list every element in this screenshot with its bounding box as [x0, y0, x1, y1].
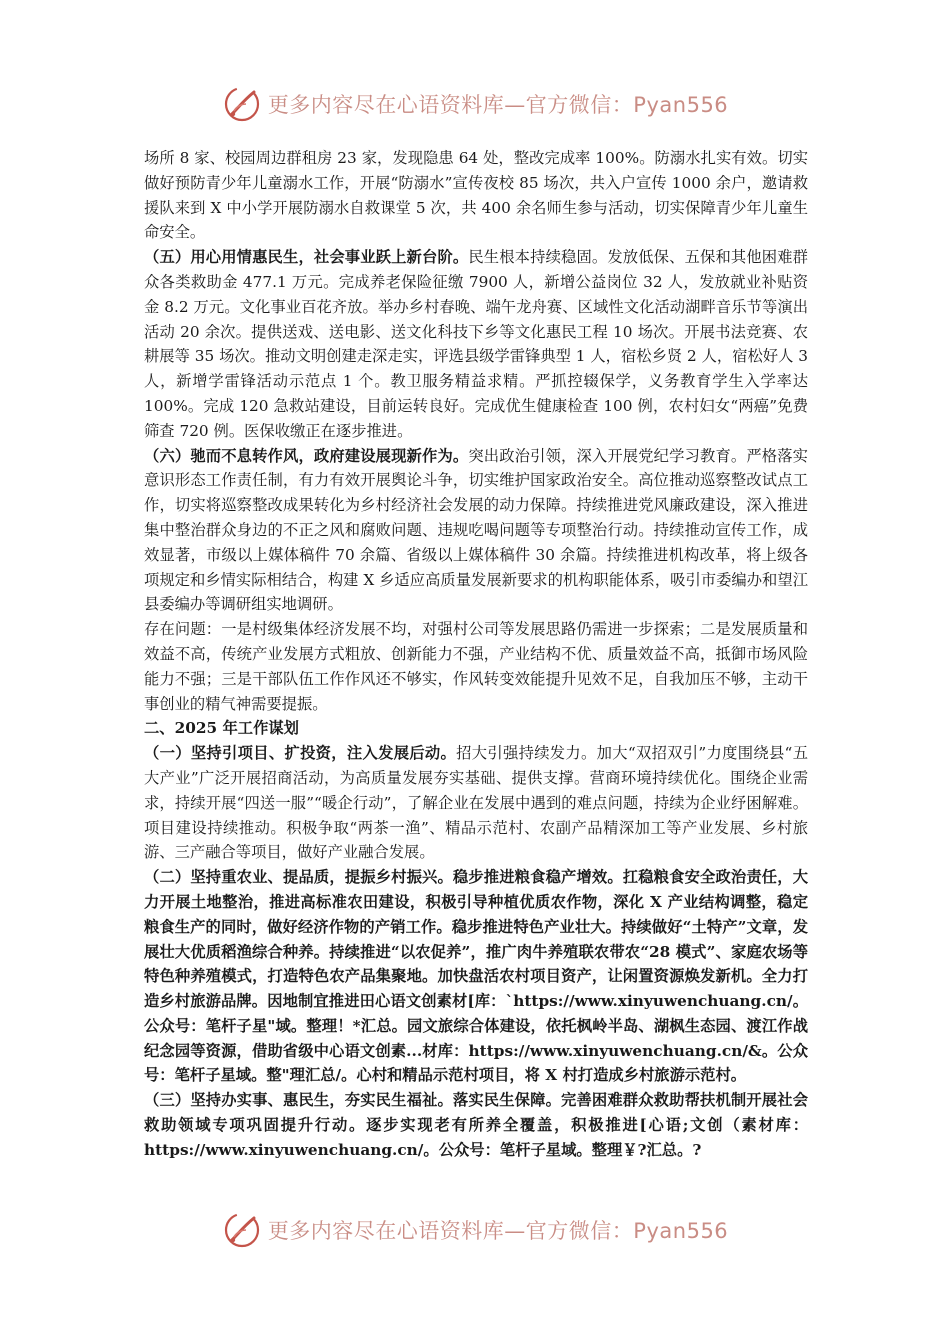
paragraph-text: 招大引强持续发力。加大“双招双引”力度围绕县“五大产业”广泛开展招商活动，为高质量发展夯实基础、提供支撑。营商环境持续优化。围绕企业需求，持续开展“四送一服”“暖企行动”，了解企业在发展中遇到的难点问题，持续为企业纾困解难。项目建设持续推动。积极争取“两茶一渔”、精品示范村、农副产品精深加工等产业发展、乡村旅游、三产融合等项目，做好产业融合发展。 [144, 744, 808, 862]
watermark-text: 更多内容尽在心语资料库—官方微信：Pyan556 [267, 93, 729, 117]
document-body [144, 146, 808, 1163]
paragraph-text: 民生根本持续稳固。发放低保、五保和其他困难群众各类救助金 477.1 万元。完成养老保险征缴 7900 人，新增公益岗位 32 人，发放就业补贴资金 8.2 万元。文化事业百花齐放。举办乡村春晚、端午龙舟赛、区域性文化活动湖畔音乐节等演出活动 20 余次。提供送戏、送电影、送文化科技下乡等文化惠民工程 10 场次。开展书法竞赛、农耕展等 35 场次。推动文明创建走深走实，评选县级学雷锋典型 1 人，宿松乡贤 2 人，宿松好人 3 人，新增学雷锋活动示范点 1 个。教卫服务精益求精。严抓控辍保学，义务教育学生入学率达 100%。完成 120 急救站建设，目前运转良好。完成优生健康检查 100 例，农村妇女“两癌”免费筛查 720 例。医保收缴正在逐步推进。 [144, 248, 808, 440]
paragraph-4 [144, 617, 808, 716]
paragraph-text: 突出政治引领，深入开展党纪学习教育。严格落实意识形态工作责任制，有力有效开展舆论斗争，切实维护国家政治安全。高位推动巡察整改试点工作，切实将巡察整改成果转化为乡村经济社会发展的动力保障。持续推进党风廉政建设，深入推进集中整治群众身边的不正之风和腐败问题、违规吃喝问题等专项整治行动。持续推动宣传工作，成效显著，市级以上媒体稿件 70 余篇、省级以上媒体稿件 30 余篇。持续推进机构改革，将上级各项规定和乡情实际相结合，构建 X 乡适应高质量发展新要求的机构职能体系，吸引市委编办和望江县委编办等调研组实地调研。 [144, 446, 808, 614]
paragraph-6 [144, 741, 808, 865]
chapter-title-2025: 二、2025 年工作谋划 [144, 719, 299, 738]
paragraph-3 [144, 444, 808, 618]
footer-watermark-banner [0, 1208, 950, 1252]
section-heading-1: （一）坚持引项目、扩投资，注入发展后动。 [144, 744, 457, 763]
watermark-text: 更多内容尽在心语资料库—官方微信：Pyan556 [267, 1219, 729, 1243]
section-heading-6: （六）驰而不息转作风，政府建设展现新作为。 [144, 446, 469, 465]
brush-pen-logo-icon [222, 84, 262, 124]
paragraph-7: （二）坚持重农业、提品质，提振乡村振兴。稳步推进粮食稳产增效。扛稳粮食安全政治责任，大力开展土地整治，推进高标准农田建设，积极引导种植优质农作物，深化 X 产业结构调整，稳定粮食生产的同时，做好经济作物的产销工作。稳步推进特色产业壮大。持续做好“土特产”文章，发展壮大优质稻渔综合种养。持续推进“以农促养”，推广肉牛养殖联农带农“28 模式”、家庭农场等特色种养殖模式，打造特色农产品集聚地。加快盘活农村项目资产，让闲置资源焕发新机。全力打造乡村旅游品牌。因地制宜推进田心语文创素材[库：`https://www.xinyuwenchuang.cn/。公众号：笔杆子星"域。整理！*汇总。园文旅综合体建设，依托枫岭半岛、湖枫生态园、渡江作战纪念园等资源，借助省级中心语文创素...材库：https://www.xinyuwenchuang.cn/&。公众号：笔杆子星域。整"理汇总/。心村和精品示范村项目，将 X 村打造成乡村旅游示范村。 [144, 868, 808, 1085]
paragraph-2 [144, 245, 808, 443]
section-heading-5: （五）用心用情惠民生，社会事业跃上新台阶。 [144, 248, 469, 267]
chapter-heading [144, 716, 808, 741]
paragraph-8: （三）坚持办实事、惠民生，夯实民生福祉。落实民生保障。完善困难群众救助帮扶机制开展社会救助领域专项巩固提升行动。逐步实现老有所养全覆盖，积极推进[心语;文创（素材库：https://www.xinyuwenchuang.cn/。公众号：笔杆子星域。整理￥?汇总。? [144, 1091, 808, 1159]
header-watermark-banner [0, 82, 950, 126]
paragraph-text: 场所 8 家、校园周边群租房 23 家，发现隐患 64 处，整改完成率 100%。防溺水扎实有效。切实做好预防青少年儿童溺水工作，开展“防溺水”宣传夜校 85 场次，共入户宣传 1000 余户，邀请救援队来到 X 中小学开展防溺水自救课堂 5 次，共 400 余名师生参与活动，切实保障青少年儿童生命安全。 [144, 149, 808, 242]
brush-pen-logo-icon [222, 1210, 262, 1250]
paragraph-1 [144, 146, 808, 245]
paragraph-text: 存在问题：一是村级集体经济发展不均，对强村公司等发展思路仍需进一步探索；二是发展质量和效益不高，传统产业发展方式粗放、创新能力不强，产业结构不优、质量效益不高，抵御市场风险能力不强；三是干部队伍工作作风还不够实，作风转变效能提升见效不足，自我加压不够，主动干事创业的精气神需要提振。 [144, 620, 808, 713]
